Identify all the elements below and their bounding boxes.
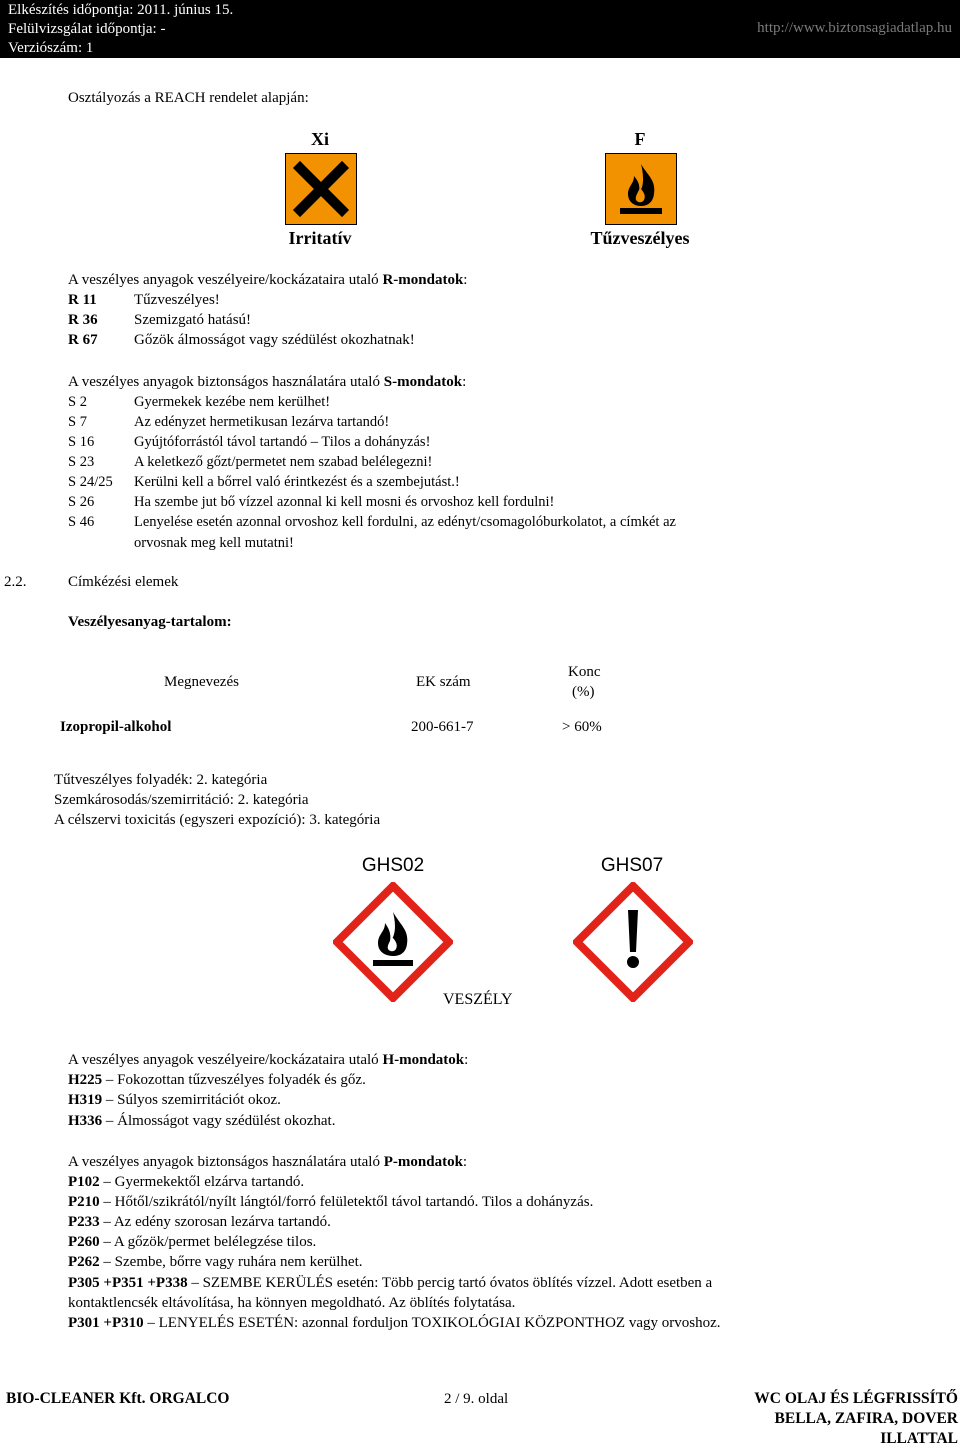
section-number: 2.2. — [4, 574, 27, 590]
footer-product-line: BELLA, ZAFIRA, DOVER — [774, 1410, 958, 1427]
col-header-conc: Konc — [568, 664, 601, 680]
p-phrase-item: P210 – Hőtől/szikrától/nyílt lángtól/forró felületektől távol tartandó. Tilos a dohányzás. — [68, 1194, 594, 1210]
col-header-name: Megnevezés — [164, 674, 239, 690]
h-phrase-item: H336 – Álmosságot vagy szédülést okozhat. — [68, 1113, 336, 1129]
f-code: F — [634, 129, 646, 149]
reach-heading: Osztályozás a REACH rendelet alapján: — [68, 90, 309, 106]
footer-product-line: ILLATTAL — [880, 1430, 958, 1447]
table-cell-name: Izopropil-alkohol — [60, 719, 172, 735]
category-item: Tűtveszélyes folyadék: 2. kategória — [54, 772, 268, 788]
ghs02-code: GHS02 — [361, 855, 425, 876]
content-heading: Veszélyesanyag-tartalom: — [68, 614, 232, 630]
h-phrases-intro: A veszélyes anyagok veszélyeire/kockázataira utaló H-mondatok: — [68, 1052, 469, 1068]
col-header-percent: (%) — [572, 684, 595, 700]
f-label: Tűzveszélyes — [590, 228, 690, 248]
h-phrase-item: H319 – Súlyos szemirritációt okoz. — [68, 1092, 281, 1108]
p305-phrase: P305 +P351 +P338 – SZEMBE KERÜLÉS esetén: Több percig tartó óvatos öblítés vízzel. Adott esetben a — [68, 1275, 713, 1291]
ghs-exclamation-icon — [573, 882, 693, 1002]
r-phrases-intro: A veszélyes anyagok veszélyeire/kockázataira utaló R-mondatok: — [68, 272, 468, 288]
table-cell-conc: > 60% — [562, 719, 602, 735]
h-phrase-item: H225 – Fokozottan tűzveszélyes folyadék és gőz. — [68, 1072, 366, 1088]
p-phrase-item: P260 – A gőzök/permet belélegzése tilos. — [68, 1234, 317, 1250]
x-cross-icon — [285, 153, 357, 225]
flame-icon — [605, 153, 677, 225]
document-header — [0, 0, 960, 58]
website-link[interactable]: http://www.biztonsagiadatlap.hu — [757, 20, 952, 36]
revision-date: Felülvizsgálat időpontja: - — [8, 21, 166, 37]
footer-product — [754, 1389, 958, 1449]
section-title: Címkézési elemek — [68, 574, 179, 590]
footer-page-number: 2 / 9. oldal — [444, 1391, 509, 1407]
p305-continuation: kontaktlencsék eltávolítása, ha könnyen megoldható. Az öblítés folytatása. — [68, 1295, 516, 1311]
footer-company: BIO-CLEANER Kft. ORGALCO — [6, 1390, 230, 1407]
footer-product-line: WC OLAJ ÉS LÉGFRISSÍTŐ — [754, 1390, 958, 1407]
version-number: Verziószám: 1 — [8, 40, 94, 56]
s-phrases-intro: A veszélyes anyagok biztonságos használatára utaló S-mondatok: — [68, 374, 467, 390]
created-date: Elkészítés időpontja: 2011. június 15. — [8, 2, 234, 18]
col-header-ek: EK szám — [416, 674, 471, 690]
category-item: A célszervi toxicitás (egyszeri expozíció): 3. kategória — [54, 812, 381, 828]
table-cell-ek: 200-661-7 — [411, 719, 474, 735]
p301-phrase: P301 +P310 – LENYELÉS ESETÉN: azonnal forduljon TOXIKOLÓGIAI KÖZPONTHOZ vagy orvoshoz. — [68, 1315, 721, 1331]
xi-label: Irritatív — [288, 228, 352, 248]
ghs07-code: GHS07 — [600, 855, 664, 876]
p-phrase-item: P102 – Gyermekektől elzárva tartandó. — [68, 1174, 305, 1190]
signal-word: VESZÉLY — [443, 991, 513, 1008]
p-phrase-item: P233 – Az edény szorosan lezárva tartandó. — [68, 1214, 331, 1230]
p-phrase-item: P262 – Szembe, bőrre vagy ruhára nem kerülhet. — [68, 1254, 363, 1270]
ghs-flame-icon — [333, 882, 453, 1002]
category-item: Szemkárosodás/szemirritáció: 2. kategória — [54, 792, 309, 808]
p-phrases-intro: A veszélyes anyagok biztonságos használatára utaló P-mondatok: — [68, 1154, 468, 1170]
xi-code: Xi — [311, 129, 329, 149]
